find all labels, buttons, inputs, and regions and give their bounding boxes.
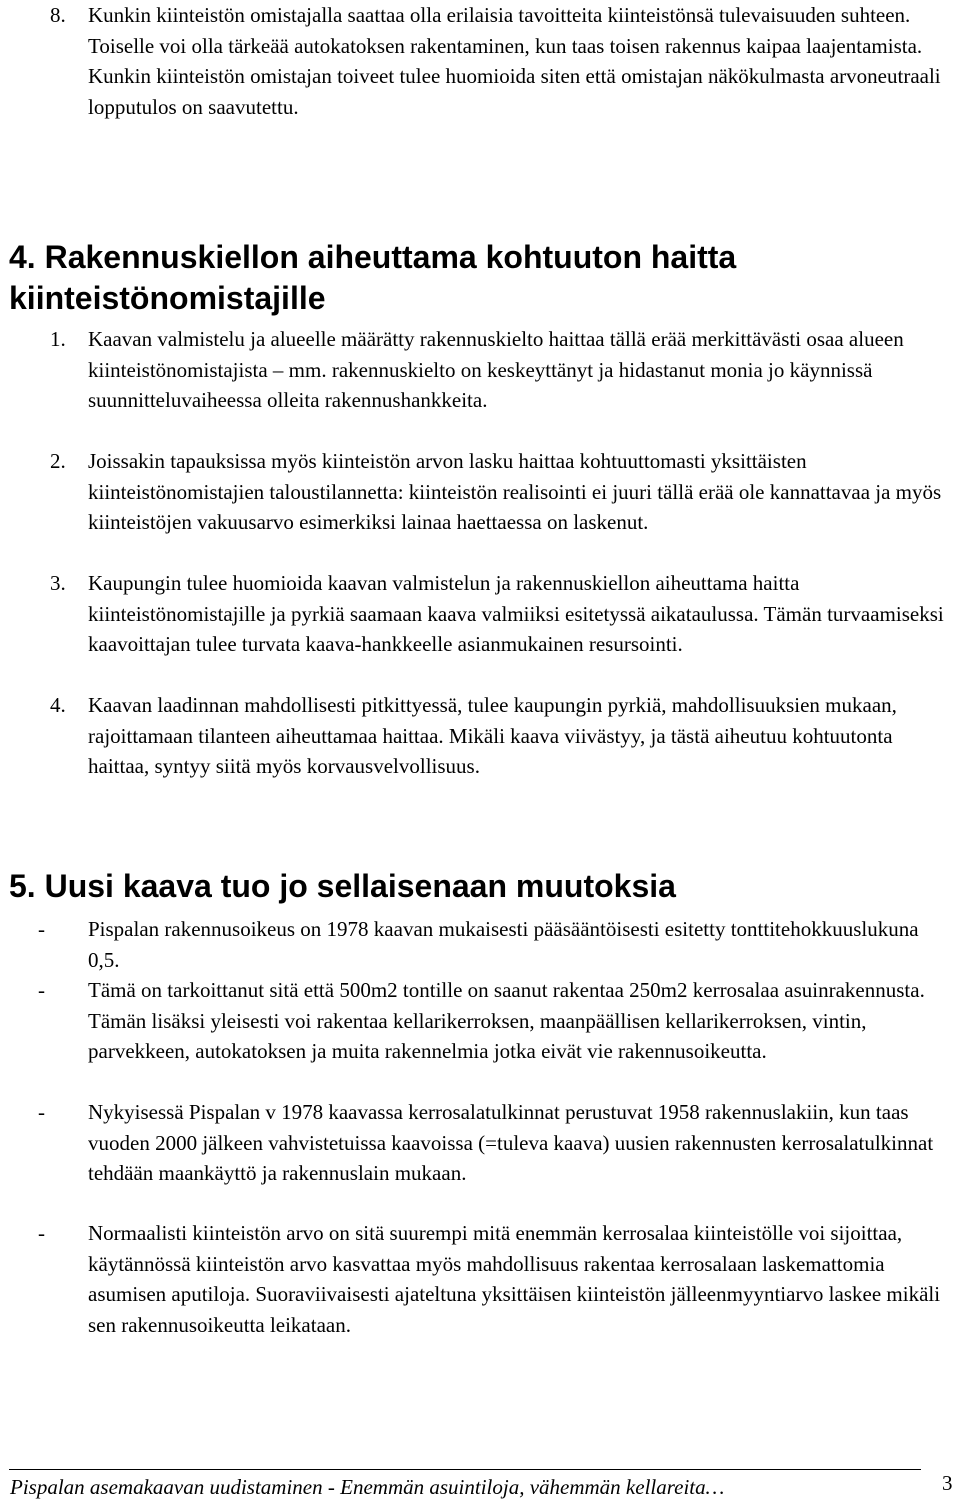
bullet-text: Nykyisessä Pispalan v 1978 kaavassa kerrosalatulkinnat perustuvat 1958 rakennuslakiin, kun taas vuoden 2000 jälkeen vahvistetuissa kaavoissa (=tuleva kaava) uusien rakennusten kerrosalatulkinnat tehdään maankäyttö ja rakennuslain mukaan. bbox=[88, 1100, 934, 1185]
list-item-number: 2. bbox=[50, 449, 66, 473]
bullet-dash: - bbox=[38, 1100, 45, 1124]
page-number: 3 bbox=[942, 1471, 953, 1495]
bullet-text: Pispalan rakennusoikeus on 1978 kaavan mukaisesti pääsääntöisesti esitetty tonttitehokkuuslukuna 0,5. bbox=[88, 917, 919, 972]
section-4-heading: 4. Rakennuskiellon aiheuttama kohtuuton haitta kiinteistönomistajille bbox=[9, 239, 737, 316]
list-item-text: Kaavan laadinnan mahdollisesti pitkittyessä, tulee kaupungin pyrkiä, mahdollisuuksien mukaan, rajoittamaan tilanteen aiheuttamaa haittaa. Mikäli kaava viivästyy, ja tästä aiheutuu kohtuutonta haittaa, syntyy siitä myös korvausvelvollisuus. bbox=[88, 693, 897, 778]
list-item-text: Kaavan valmistelu ja alueelle määrätty rakennuskielto haittaa tällä erää merkittävästi osaa alueen kiinteistönomistajista – mm. rakennuskielto on keskeyttänyt ja hidastanut monia jo käynnissä suunnitteluvaiheessa olleita rakennushankkeita. bbox=[88, 327, 904, 412]
list-item-text: Kaupungin tulee huomioida kaavan valmistelun ja rakennuskiellon aiheuttama haitta kiinteistönomistajille ja pyrkiä saamaan kaava valmiiksi esitetyssä aikataulussa. Tämän turvaamiseksi kaavoittajan tulee turvata kaava-hankkeelle asianmukainen resursointi. bbox=[88, 571, 944, 656]
footer-rule bbox=[9, 1469, 921, 1470]
footer-title: Pispalan asemakaavan uudistaminen - Enemmän asuintiloja, vähemmän kellareita… bbox=[10, 1475, 725, 1499]
bullet-dash: - bbox=[38, 917, 45, 941]
list-item-text: Joissakin tapauksissa myös kiinteistön arvon lasku haittaa kohtuuttomasti yksittäisten kiinteistönomistajien taloustilannetta: kiinteistön realisointi ei juuri tällä erää ole kannattavaa ja myös kiinteistöjen vakuusarvo esimerkiksi lainaa haettaessa on laskenut. bbox=[88, 449, 942, 534]
list-item-number: 4. bbox=[50, 693, 66, 717]
list-item-text: Kunkin kiinteistön omistajalla saattaa olla erilaisia tavoitteita kiinteistönsä tulevaisuuden suhteen. Toiselle voi olla tärkeää autokatoksen rakentaminen, kun taas toisen rakennus kaipaa laajentamista. Kunkin kiinteistön omistajan toiveet tulee huomioida siten että omistajan näkökulmasta arvoneutraali lopputulos on saavutettu. bbox=[88, 3, 941, 119]
list-item-number: 3. bbox=[50, 571, 66, 595]
bullet-text: Tämä on tarkoittanut sitä että 500m2 tontille on saanut rakentaa 250m2 kerrosalaa asuinrakennusta. Tämän lisäksi yleisesti voi rakentaa kellarikerroksen, maanpäällisen kellarikerroksen, vintin, parvekkeen, autokatoksen ja muita rakennelmia jotka eivät vie rakennusoikeutta. bbox=[88, 978, 925, 1063]
bullet-dash: - bbox=[38, 978, 45, 1002]
list-item-number: 8. bbox=[50, 3, 66, 27]
list-item-number: 1. bbox=[50, 327, 66, 351]
section-5-heading: 5. Uusi kaava tuo jo sellaisenaan muutoksia bbox=[9, 868, 676, 904]
bullet-text: Normaalisti kiinteistön arvo on sitä suurempi mitä enemmän kerrosalaa kiinteistölle voi sijoittaa, käytännössä kiinteistön arvo kasvattaa myös mahdollisuus rakentaa kerrosalaan laskemattomia asumisen aputiloja. Suoraviivaisesti ajateltuna yksittäisen kiinteistön jälleenmyyntiarvo laskee mikäli sen rakennusoikeutta leikataan. bbox=[88, 1221, 941, 1337]
bullet-dash: - bbox=[38, 1221, 45, 1245]
